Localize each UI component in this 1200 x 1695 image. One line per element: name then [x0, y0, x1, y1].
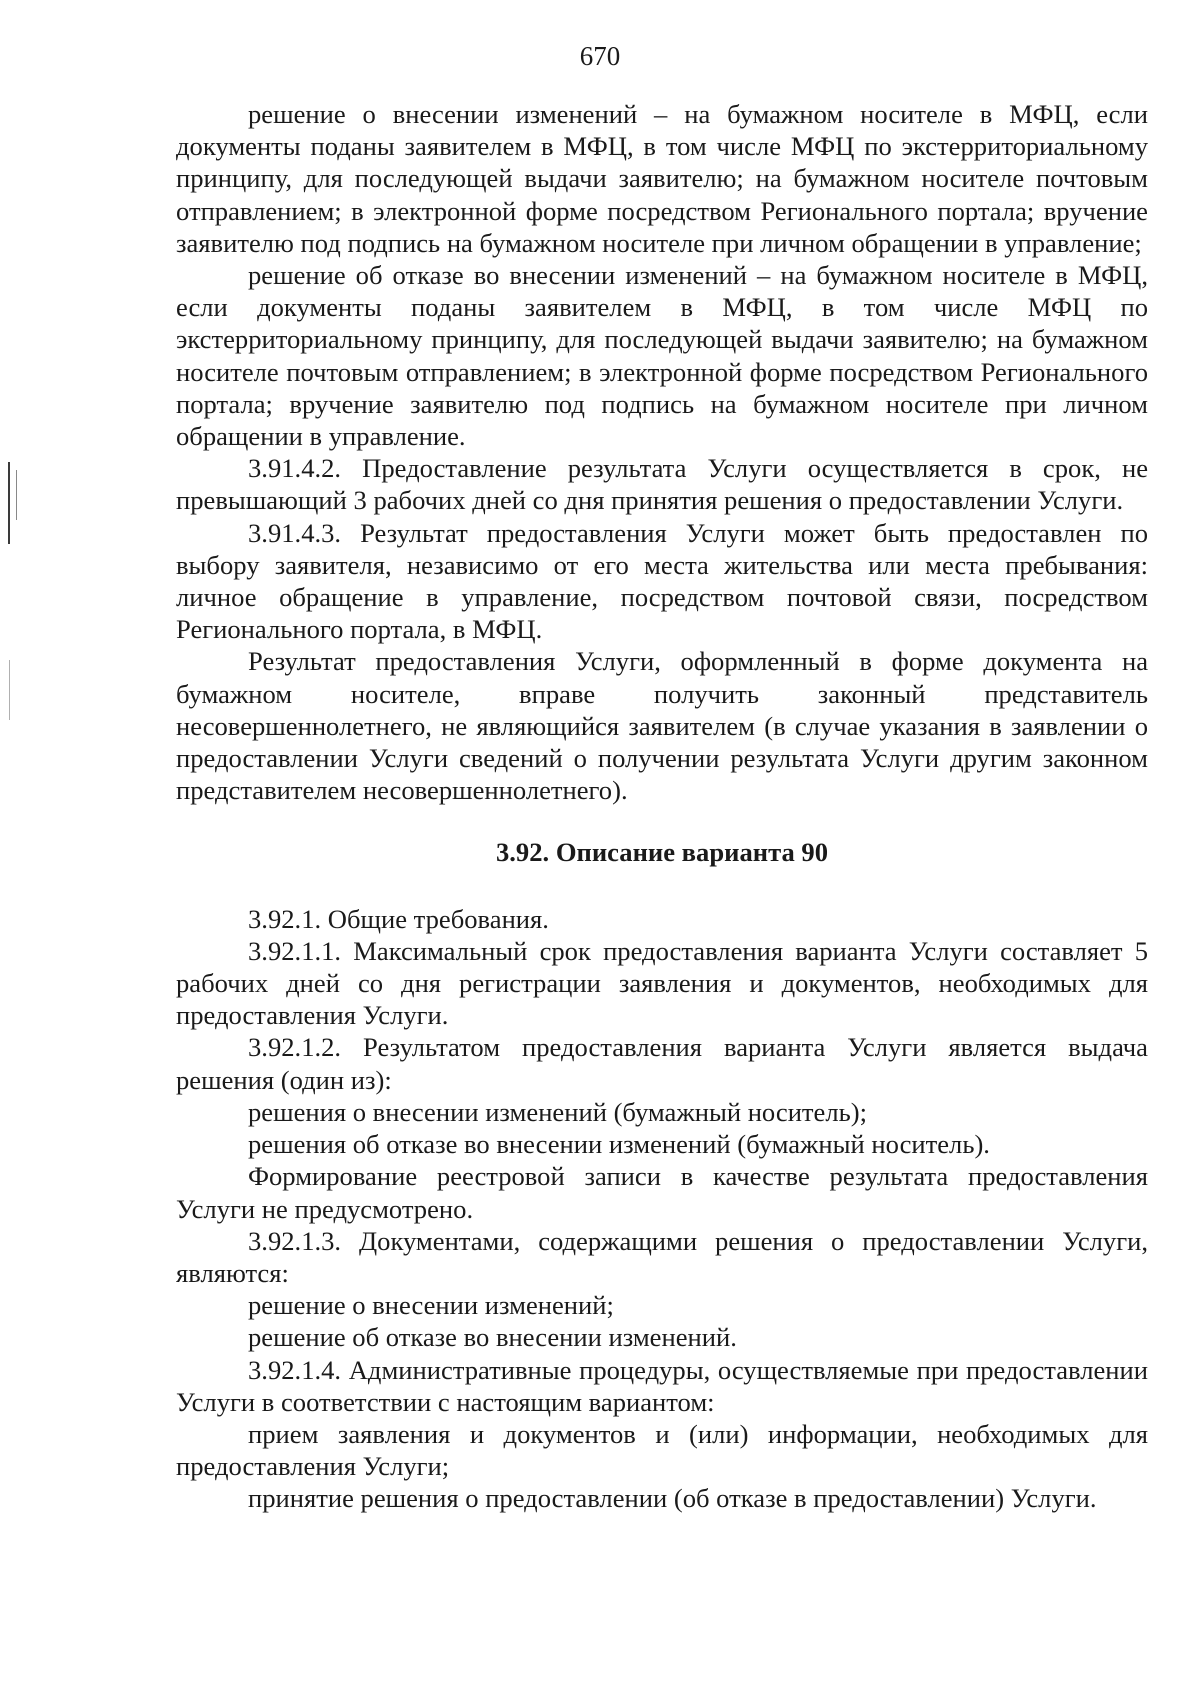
list-item: решения об отказе во внесении изменений (бумажный носитель).: [248, 1129, 990, 1160]
body-paragraph: Формирование реестровой записи в качестве результата предоставления Услуги не предусмотрено.: [176, 1161, 1148, 1224]
body-paragraph: решение о внесении изменений – на бумажном носителе в МФЦ, если документы поданы заявителем в МФЦ, в том числе МФЦ по экстерриториальному принципу, для последующей выдачи заявителю; на бумажном носителе почтовым отправлением; в электронной форме посредством Регионального портала; вручение заявителю под подпись на бумажном носителе при личном обращении в управление;: [176, 99, 1148, 258]
list-item: решение об отказе во внесении изменений.: [248, 1322, 737, 1353]
body-paragraph: 3.92.1. Общие требования.: [248, 903, 549, 934]
page-number: 670: [579, 41, 621, 71]
body-paragraph: 3.92.1.2. Результатом предоставления варианта Услуги является выдача решения (один из):: [176, 1032, 1148, 1095]
section-title: 3.92. Описание варианта 90: [495, 837, 828, 868]
document-body: [176, 98, 1148, 1515]
list-item: решение о внесении изменений;: [248, 1290, 614, 1321]
spacer: [176, 869, 1148, 903]
body-paragraph: Результат предоставления Услуги, оформленный в форме документа на бумажном носителе, вправе получить законный представитель несовершеннолетнего, не являющийся заявителем (в случае указания в заявлении о предоставлении Услуги сведений о получении результата Услуги другим законном представителем несовершеннолетнего).: [176, 646, 1148, 806]
body-paragraph: 3.92.1.1. Максимальный срок предоставления варианта Услуги составляет 5 рабочих дней со дня регистрации заявления и документов, необходимых для предоставления Услуги.: [176, 935, 1148, 1031]
list-item: прием заявления и документов и (или) информации, необходимых для предоставления Услуги;: [176, 1418, 1148, 1482]
body-paragraph: 3.92.1.4. Административные процедуры, осуществляемые при предоставлении Услуги в соответствии с настоящим вариантом:: [176, 1354, 1148, 1417]
body-paragraph: решение об отказе во внесении изменений – на бумажном носителе в МФЦ, если документы поданы заявителем в МФЦ, в том числе МФЦ по экстерриториальному принципу, для последующей выдачи заявителю; на бумажном носителе почтовым отправлением; в электронной форме посредством Регионального портала; вручение заявителю под подпись на бумажном носителе при личном обращении в управление.: [176, 260, 1148, 452]
spacer: [176, 806, 1148, 836]
scan-artifact-line: [9, 660, 10, 720]
list-item: принятие решения о предоставлении (об отказе в предоставлении) Услуги.: [248, 1483, 1097, 1514]
body-paragraph: 3.91.4.2. Предоставление результата Услуги осуществляется в срок, не превышающий 3 рабочих дней со дня принятия решения о предоставлении Услуги.: [176, 453, 1148, 516]
body-paragraph: 3.91.4.3. Результат предоставления Услуги может быть предоставлен по выбору заявителя, независимо от его места жительства или места пребывания: личное обращение в управление, посредством почтовой связи, посредством Регионального портала, в МФЦ.: [176, 517, 1148, 645]
body-paragraph: 3.92.1.3. Документами, содержащими решения о предоставлении Услуги, являются:: [176, 1225, 1148, 1288]
scan-artifact-line: [16, 470, 17, 520]
scan-artifact-line: [8, 462, 10, 544]
list-item: решения о внесении изменений (бумажный носитель);: [248, 1096, 867, 1127]
